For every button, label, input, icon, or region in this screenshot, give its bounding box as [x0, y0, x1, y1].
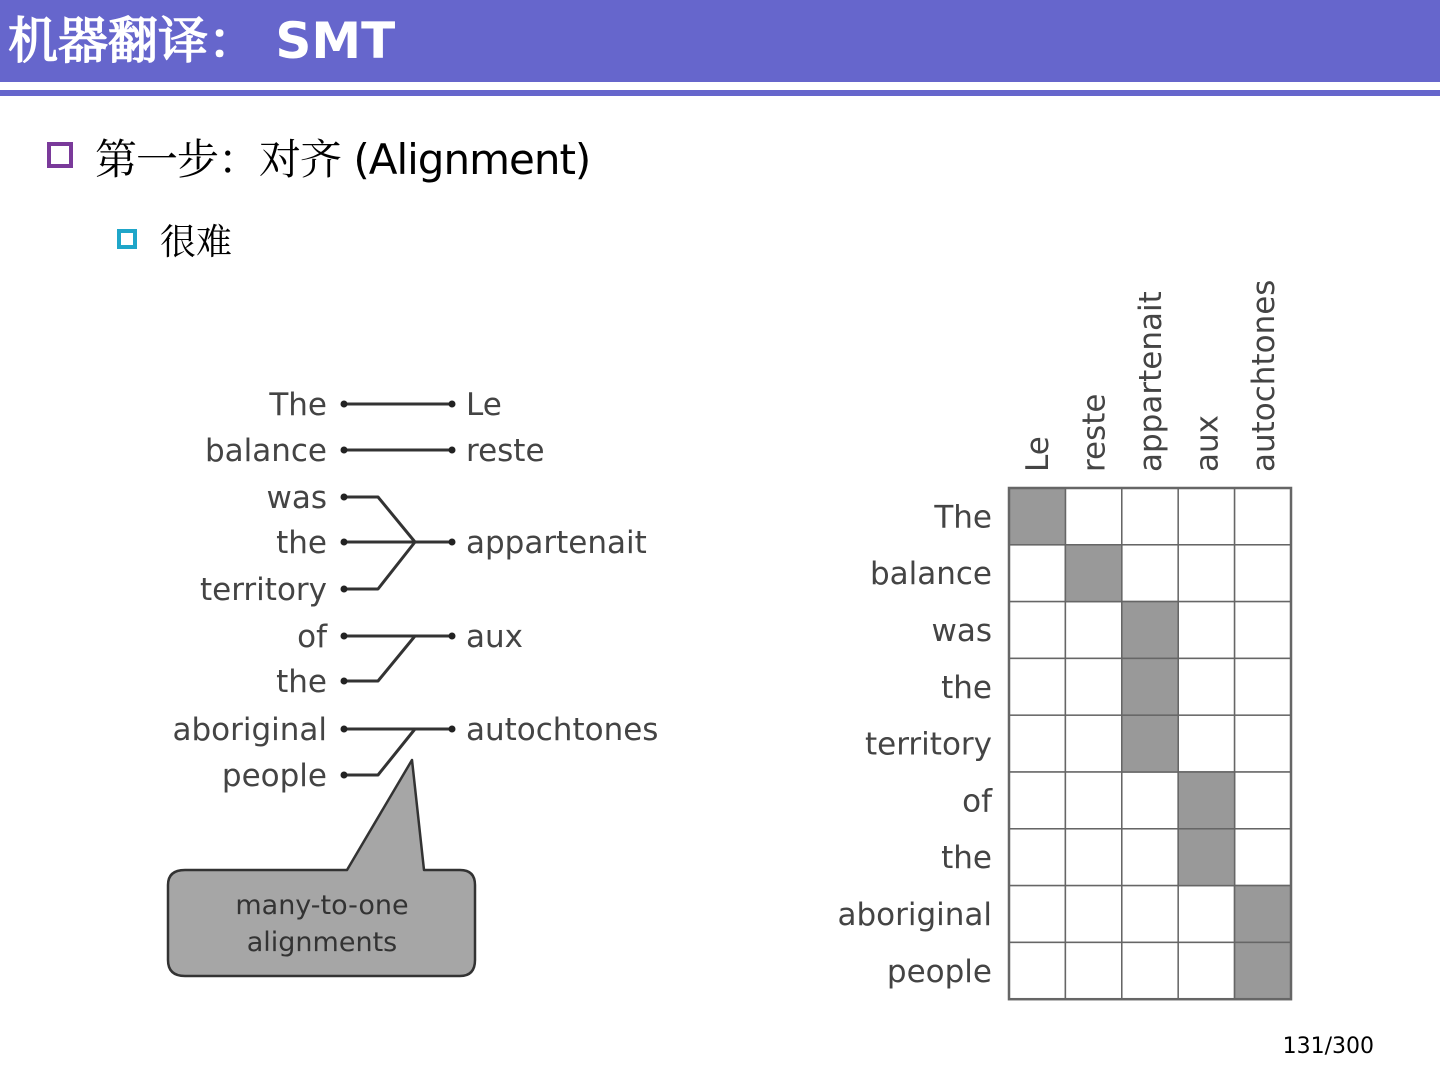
matrix-cell: [1122, 886, 1178, 943]
matrix-cell: [1235, 602, 1291, 659]
matrix-cell-filled: [1122, 602, 1178, 659]
source-dot: [341, 539, 348, 546]
source-word: balance: [204, 433, 327, 469]
matrix-cell: [1122, 829, 1178, 886]
source-word: territory: [200, 572, 327, 608]
matrix-cell: [1235, 658, 1291, 715]
matrix-row-label: the: [941, 669, 992, 706]
alignment-link: [344, 729, 452, 775]
level2-bullet-text: 很难: [160, 222, 233, 263]
source-dot: [341, 633, 348, 640]
matrix-cell: [1178, 658, 1234, 715]
matrix-cell: [1178, 602, 1234, 659]
target-dot: [449, 447, 456, 454]
matrix-row-label: was: [931, 613, 992, 649]
matrix-cell-filled: [1235, 886, 1291, 943]
target-word: autochtones: [466, 712, 659, 748]
matrix-row-label: The: [934, 499, 992, 536]
matrix-cell: [1122, 488, 1178, 545]
source-word: the: [276, 525, 327, 561]
source-word: aboriginal: [172, 712, 327, 748]
matrix-cell-filled: [1009, 488, 1065, 545]
target-dot: [449, 539, 456, 546]
callout-text: many-to-one: [235, 890, 409, 921]
target-dot: [449, 726, 456, 733]
matrix-cell: [1065, 829, 1121, 886]
matrix-row-label: the: [941, 840, 992, 877]
target-word: Le: [466, 387, 502, 423]
matrix-row-label: of: [962, 783, 992, 820]
matrix-col-label: aux: [1189, 415, 1226, 472]
alignment-link: [344, 542, 452, 589]
source-dot: [341, 726, 348, 733]
target-word: appartenait: [466, 525, 647, 561]
source-word: people: [221, 758, 327, 794]
matrix-cell-filled: [1178, 772, 1234, 829]
matrix-cell: [1065, 942, 1121, 999]
matrix-cell: [1009, 772, 1065, 829]
matrix-cell: [1235, 488, 1291, 545]
alignment-links-diagram: [168, 387, 658, 976]
matrix-row-label: people: [886, 953, 992, 990]
matrix-cell: [1235, 772, 1291, 829]
matrix-col-label: appartenait: [1133, 291, 1169, 472]
matrix-cell: [1178, 545, 1234, 602]
source-dot: [341, 678, 348, 685]
matrix-cell: [1065, 488, 1121, 545]
slide-title: 机器翻译： SMT: [8, 12, 396, 70]
source-dot: [341, 447, 348, 454]
matrix-cell-filled: [1065, 545, 1121, 602]
source-word: the: [276, 664, 327, 700]
matrix-cell: [1235, 715, 1291, 772]
matrix-cell: [1065, 772, 1121, 829]
matrix-cell: [1065, 715, 1121, 772]
matrix-cell: [1178, 715, 1234, 772]
matrix-cell: [1122, 942, 1178, 999]
matrix-cell: [1065, 602, 1121, 659]
matrix-col-label: autochtones: [1245, 279, 1282, 472]
matrix-cell-filled: [1122, 715, 1178, 772]
matrix-cell: [1009, 942, 1065, 999]
matrix-row-label: territory: [865, 726, 992, 763]
matrix-cell: [1178, 942, 1234, 999]
matrix-cell: [1122, 545, 1178, 602]
matrix-cell: [1009, 658, 1065, 715]
matrix-col-label: reste: [1076, 393, 1113, 472]
matrix-cell: [1009, 715, 1065, 772]
alignment-link: [344, 497, 452, 542]
matrix-cell: [1009, 545, 1065, 602]
matrix-cell: [1178, 488, 1234, 545]
target-dot: [449, 633, 456, 640]
matrix-cell: [1235, 545, 1291, 602]
matrix-cell-filled: [1235, 942, 1291, 999]
source-dot: [341, 494, 348, 501]
target-word: reste: [466, 433, 545, 469]
matrix-cell-filled: [1178, 829, 1234, 886]
alignment-matrix: [837, 280, 1291, 1000]
alignment-link: [344, 636, 452, 681]
matrix-row-label: balance: [869, 556, 992, 593]
matrix-cell-filled: [1122, 658, 1178, 715]
level1-bullet-text: 第一步：对齐 (Alignment): [95, 135, 591, 184]
target-dot: [449, 401, 456, 408]
matrix-cell: [1009, 886, 1065, 943]
page-number: 131/300: [1282, 1034, 1374, 1059]
source-word: The: [269, 387, 327, 423]
matrix-cell: [1065, 658, 1121, 715]
source-dot: [341, 772, 348, 779]
matrix-cell: [1065, 886, 1121, 943]
source-word: was: [266, 480, 327, 516]
source-dot: [341, 401, 348, 408]
matrix-cell: [1178, 886, 1234, 943]
matrix-cell: [1009, 829, 1065, 886]
matrix-cell: [1122, 772, 1178, 829]
target-word: aux: [466, 619, 523, 655]
matrix-cell: [1009, 602, 1065, 659]
callout-text: alignments: [246, 927, 398, 958]
matrix-col-label: Le: [1020, 436, 1057, 472]
source-word: of: [297, 619, 327, 655]
source-dot: [341, 586, 348, 593]
matrix-cell: [1235, 829, 1291, 886]
matrix-row-label: aboriginal: [837, 897, 992, 933]
